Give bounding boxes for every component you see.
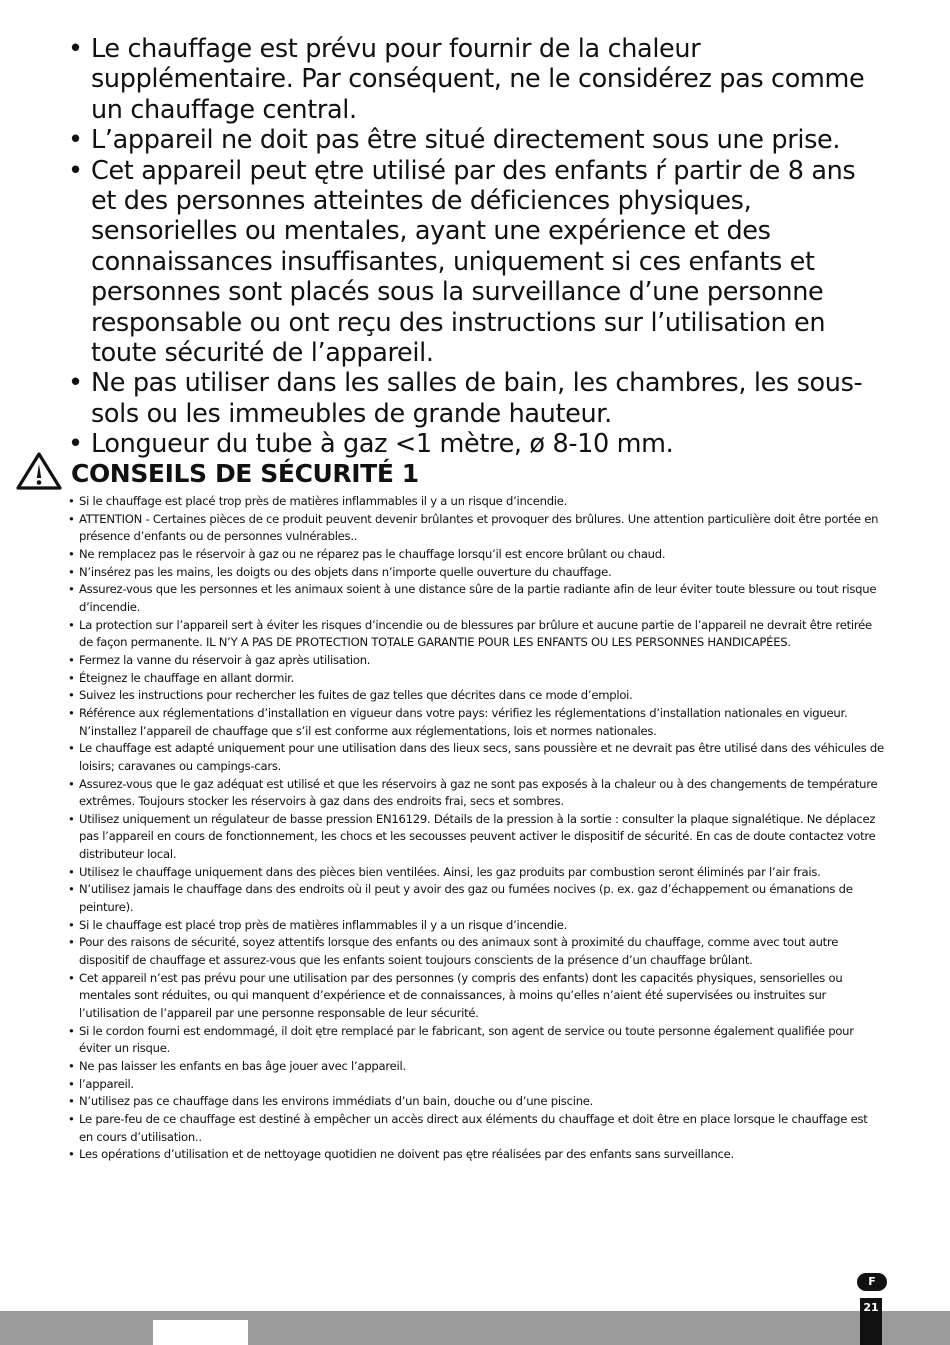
safety-bullet: • Le pare-feu de ce chauffage est destiné à empêcher un accès direct aux éléments du chauffage et doit être en place lorsque le chauffage est en cours d’utilisation..: [68, 1111, 884, 1146]
safety-bullet-list: [68, 493, 884, 1164]
safety-bullet: • N’insérez pas les mains, les doigts ou des objets dans n’importe quelle ouverture du chauffage.: [68, 564, 884, 582]
intro-bullet: • Ne pas utiliser dans les salles de bain, les chambres, les sous-sols ou les immeubles de grande hauteur.: [66, 368, 888, 429]
safety-bullet: • Si le chauffage est placé trop près de matières inflammables il y a un risque d’incendie.: [68, 917, 884, 935]
safety-bullet: • N’utilisez jamais le chauffage dans des endroits où il peut y avoir des gaz ou fumées nocives (p. ex. gaz d’échappement ou émanations de peinture).: [68, 881, 884, 916]
warning-triangle-icon: [16, 452, 62, 490]
intro-bullet: • L’appareil ne doit pas être situé directement sous une prise.: [66, 125, 888, 155]
safety-bullet: • Ne remplacez pas le réservoir à gaz ou ne réparez pas le chauffage lorsqu’il est encore brûlant ou chaud.: [68, 546, 884, 564]
language-badge: F: [857, 1273, 887, 1291]
page-number: 21: [860, 1298, 882, 1345]
safety-bullet: • l’appareil.: [68, 1076, 884, 1094]
safety-bullet: • ATTENTION - Certaines pièces de ce produit peuvent devenir brûlantes et provoquer des brûlures. Une attention particulière doit être portée en présence d’enfants ou de personnes vulnérables..: [68, 511, 884, 546]
footer-white-box: [153, 1320, 248, 1345]
safety-bullet: • Assurez-vous que les personnes et les animaux soient à une distance sûre de la partie radiante afin de leur éviter toute blessure ou tout risque d’incendie.: [68, 581, 884, 616]
footer-bar: [0, 1311, 950, 1345]
safety-bullet: • N’utilisez pas ce chauffage dans les environs immédiats d’un bain, douche ou d’une piscine.: [68, 1093, 884, 1111]
safety-bullet: • Utilisez uniquement un régulateur de basse pression EN16129. Détails de la pression à la sortie : consulter la plaque signalétique. Ne déplacez pas l’appareil en cours de fonctionnement, les chocs et les secousses peuvent activer le dispositif de sécurité. En cas de doute contactez votre distributeur local.: [68, 811, 884, 864]
safety-bullet: • Suivez les instructions pour rechercher les fuites de gaz telles que décrites dans ce mode d’emploi.: [68, 687, 884, 705]
safety-bullet: • Référence aux réglementations d’installation en vigueur dans votre pays: vérifiez les réglementations d’installation nationales en vigueur. N’installez l’appareil de chauffage que s’il est conforme aux réglementations, lois et normes nationales.: [68, 705, 884, 740]
safety-bullet: • Le chauffage est adapté uniquement pour une utilisation dans des lieux secs, sans poussière et ne devrait pas être utilisé dans des véhicules de loisirs; caravanes ou campings-cars.: [68, 740, 884, 775]
safety-bullet: • Éteignez le chauffage en allant dormir.: [68, 670, 884, 688]
safety-bullet: • Utilisez le chauffage uniquement dans des pièces bien ventilées. Ainsi, les gaz produits par combustion seront éliminés par l’air frais.: [68, 864, 884, 882]
safety-bullet: • Si le chauffage est placé trop près de matières inflammables il y a un risque d’incendie.: [68, 493, 884, 511]
safety-bullet: • Pour des raisons de sécurité, soyez attentifs lorsque des enfants ou des animaux sont à proximité du chauffage, comme avec tout autre dispositif de chauffage et assurez-vous que les enfants soient toujours conscients de la présence d’un chauffage brûlant.: [68, 934, 884, 969]
safety-bullet: • Cet appareil n’est pas prévu pour une utilisation par des personnes (y compris des enfants) dont les capacités physiques, sensorielles ou mentales sont réduites, ou qui manquent d’expérience et de connaissances, à moins qu’elles n’aient été supervisées ou instruites sur l’utilisation de l’appareil par une personne responsable de leur sécurité.: [68, 970, 884, 1023]
intro-bullet-list: [66, 34, 888, 460]
section-header: [16, 452, 616, 492]
intro-bullet: • Le chauffage est prévu pour fournir de la chaleur supplémentaire. Par conséquent, ne le considérez pas comme un chauffage central.: [66, 34, 888, 125]
intro-bullet: • Cet appareil peut ętre utilisé par des enfants ŕ partir de 8 ans et des personnes atteintes de déficiences physiques, sensorielles ou mentales, ayant une expérience et des connaissances insuffisantes, uniquement si ces enfants et personnes sont placés sous la surveillance d’une personne responsable ou ont reçu des instructions sur l’utilisation en toute sécurité de l’appareil.: [66, 156, 888, 369]
safety-bullet: • La protection sur l’appareil sert à éviter les risques d’incendie ou de blessures par brûlure et aucune partie de l’appareil ne devrait être retirée de façon permanente. IL N’Y A PAS DE PROTECTION TOTALE GARANTIE POUR LES ENFANTS OU LES PERSONNES HANDICAPÉES.: [68, 617, 884, 652]
safety-bullet: • Si le cordon fourni est endommagé, il doit ętre remplacé par le fabricant, son agent de service ou toute personne également qualifiée pour éviter un risque.: [68, 1023, 884, 1058]
safety-bullet: • Les opérations d’utilisation et de nettoyage quotidien ne doivent pas ętre réalisées par des enfants sans surveillance.: [68, 1146, 884, 1164]
safety-bullet: • Assurez-vous que le gaz adéquat est utilisé et que les réservoirs à gaz ne sont pas exposés à la chaleur ou à des changements de température extrêmes. Toujours stocker les réservoirs à gaz dans des endroits frai, secs et sombres.: [68, 776, 884, 811]
safety-bullet: • Ne pas laisser les enfants en bas âge jouer avec l’appareil.: [68, 1058, 884, 1076]
intro-bullet: • Longueur du tube à gaz <1 mètre, ø 8-10 mm.: [66, 429, 888, 459]
safety-bullet: • Fermez la vanne du réservoir à gaz après utilisation.: [68, 652, 884, 670]
section-title: CONSEILS DE SÉCURITÉ 1: [71, 459, 419, 488]
